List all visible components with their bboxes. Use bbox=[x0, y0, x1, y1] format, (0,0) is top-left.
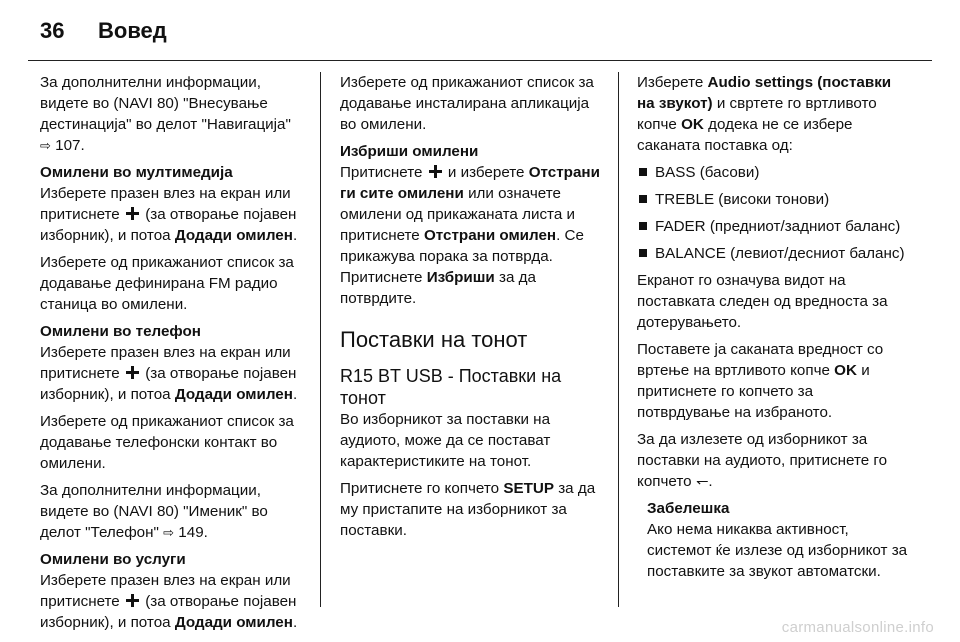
paragraph: Притиснете и изберете Отстрани ги сите омилени или означете омилени од прикажаната листа и притиснете Отстрани омилен. Се прикажува порака за потврда. Притиснете Избриши за да потврдите. bbox=[340, 164, 600, 307]
page-ref-link[interactable]: 107. bbox=[55, 137, 85, 154]
page-ref-icon: ⇨ bbox=[40, 138, 51, 153]
list-item: FADER (предниот/задниот баланс) bbox=[637, 216, 909, 237]
column-2 bbox=[340, 72, 605, 547]
plus-icon bbox=[429, 165, 442, 178]
column-divider bbox=[320, 72, 321, 607]
header-divider bbox=[28, 60, 932, 61]
column-1 bbox=[40, 72, 308, 639]
list-item: BALANCE (левиот/десниот баланс) bbox=[637, 243, 909, 264]
paragraph: Изберете празен влез на екран или притиснете (за отворање појавен изборник), и потоа Додади омилен. bbox=[40, 185, 298, 244]
watermark: carmanualsonline.info bbox=[781, 619, 934, 636]
plus-icon bbox=[126, 594, 139, 607]
page-header bbox=[40, 16, 167, 46]
section-title: Избриши омилени bbox=[340, 143, 479, 160]
column-divider bbox=[618, 72, 619, 607]
note-box bbox=[637, 498, 909, 582]
paragraph: Изберете од прикажаниот список за додавање инсталирана апликација во омилени. bbox=[340, 74, 594, 133]
page-ref-link[interactable]: 149. bbox=[178, 524, 208, 541]
paragraph: За да излезете од изборникот за поставки на аудиото, притиснете го копчето ⇁. bbox=[637, 431, 888, 490]
section-heading: Поставки на тонот bbox=[340, 327, 528, 352]
note-text: Ако нема никаква активност, системот ќе излезе од изборникот за поставките за звукот автоматски. bbox=[647, 521, 908, 580]
plus-icon bbox=[126, 366, 139, 379]
list-item: BASS (басови) bbox=[637, 162, 909, 183]
paragraph: За дополнителни информации, видете во (NAVI 80) "Внесување дестинација" во делот "Навигација" ⇨ 107. bbox=[40, 74, 291, 154]
page-title: Вовед bbox=[98, 18, 167, 43]
back-icon: ⇁ bbox=[695, 473, 709, 490]
page-number: 36 bbox=[40, 18, 65, 43]
paragraph: Притиснете го копчето SETUP за да му пристапите на изборникот за поставки. bbox=[340, 480, 596, 539]
paragraph: Изберете празен влез на екран или притиснете (за отворање појавен изборник), и потоа Додади омилен. bbox=[40, 572, 298, 631]
paragraph: Екранот го означува видот на поставката следен од вредноста за дотерувањето. bbox=[637, 272, 888, 331]
section-title: Омилени во услуги bbox=[40, 551, 186, 568]
note-title: Забелешка bbox=[647, 500, 730, 517]
paragraph: Поставете ја саканата вредност со вртење на вртливото копче OK и притиснете го копчето за потврдување на избраното. bbox=[637, 341, 884, 421]
paragraph: Во изборникот за поставки на аудиото, може да се постават карактеристиките на тонот. bbox=[340, 411, 551, 470]
section-title: Омилени во мултимедија bbox=[40, 164, 233, 181]
page-ref-icon: ⇨ bbox=[163, 525, 175, 540]
column-3 bbox=[637, 72, 909, 588]
paragraph: За дополнителни информации, видете во (NAVI 80) "Именик" во делот "Телефон" ⇨ 149. bbox=[40, 482, 268, 541]
subsection-heading: R15 BT USB - Поставки на тонот bbox=[340, 366, 562, 408]
plus-icon bbox=[126, 207, 139, 220]
list-item: TREBLE (високи тонови) bbox=[637, 189, 909, 210]
paragraph: Изберете празен влез на екран или притиснете (за отворање појавен изборник), и потоа Додади омилен. bbox=[40, 344, 298, 403]
section-title: Омилени во телефон bbox=[40, 323, 201, 340]
paragraph: Изберете од прикажаниот список за додавање дефинирана FM радио станица во омилени. bbox=[40, 254, 294, 313]
settings-list bbox=[637, 162, 909, 264]
paragraph: Изберете Audio settings (поставки на звукот) и свртете го вртливото копче OK додека не се избере саканата поставка од: bbox=[637, 74, 892, 154]
paragraph: Изберете од прикажаниот список за додавање телефонски контакт во омилени. bbox=[40, 413, 294, 472]
